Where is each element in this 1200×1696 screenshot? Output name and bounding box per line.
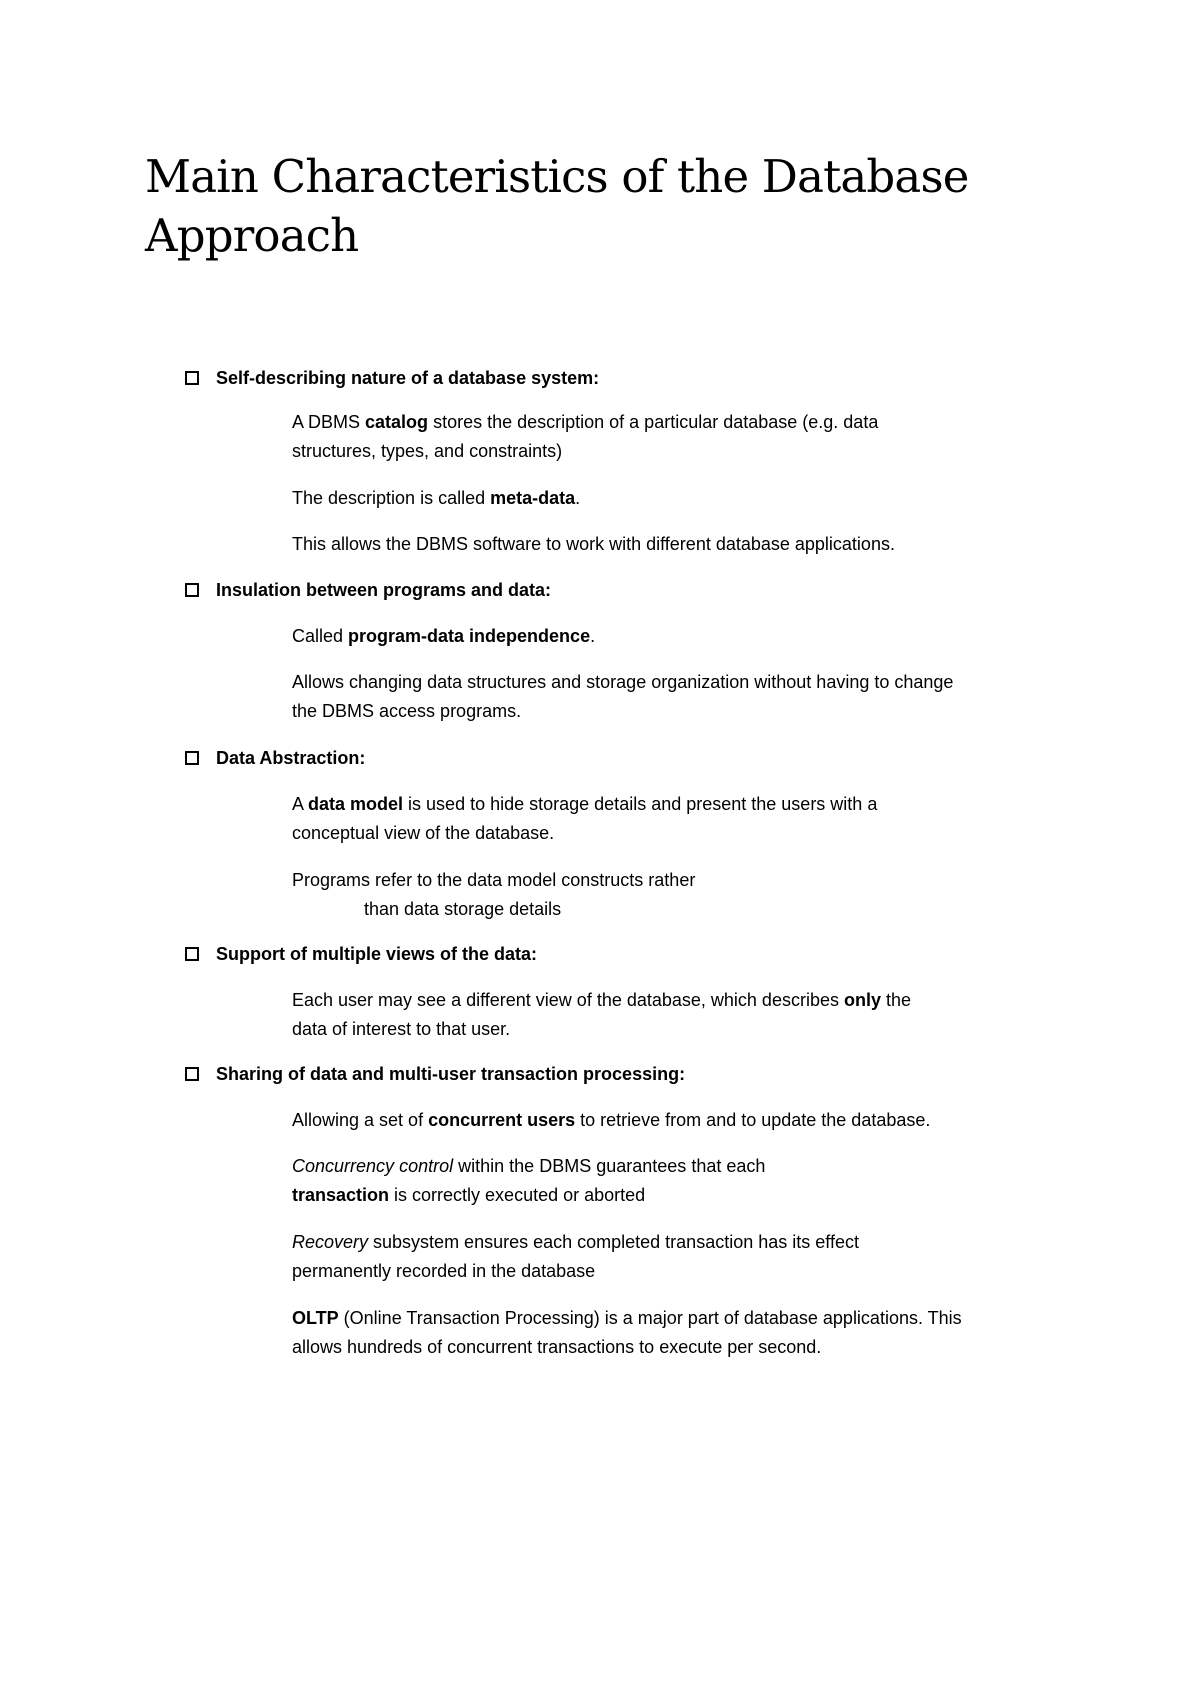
text-run: .: [575, 488, 581, 508]
section-heading: [185, 746, 365, 770]
paragraph: [292, 530, 1044, 559]
paragraph: [292, 484, 1044, 513]
paragraph: [292, 668, 1044, 726]
paragraph: [292, 408, 1044, 466]
paragraph-line: [292, 1304, 1044, 1333]
paragraph-line: the DBMS access programs.: [292, 701, 522, 721]
bold-term: concurrent users: [428, 1110, 576, 1130]
paragraph-line: conceptual view of the database.: [292, 823, 555, 843]
section-heading-text: Insulation between programs and data:: [216, 580, 552, 600]
text-run: .: [590, 626, 596, 646]
paragraph-line: structures, types, and constraints): [292, 441, 563, 461]
bold-term: transaction: [292, 1185, 390, 1205]
word: rather: [648, 870, 696, 890]
paragraph: [292, 986, 1044, 1044]
text-run: Each user may see a different view of the database, which describes: [292, 990, 844, 1010]
section-heading-text: Self-describing nature of a database system:: [216, 368, 600, 388]
section-heading: [185, 1062, 685, 1086]
italic-term: Recovery: [292, 1232, 369, 1252]
word: to: [417, 870, 433, 890]
section-heading-text: Sharing of data and multi-user transaction processing:: [216, 1064, 686, 1084]
paragraph-line: [292, 986, 1044, 1015]
text-run: This allows the DBMS software to work with different database applications.: [292, 534, 895, 554]
section-heading: [185, 578, 551, 602]
paragraph-line: allows hundreds of concurrent transactions to execute per second.: [292, 1337, 822, 1357]
paragraph-line: data of interest to that user.: [292, 1019, 511, 1039]
paragraph-line: Allows changing data structures and storage organization without having to change: [292, 672, 954, 692]
text-run: Called: [292, 626, 349, 646]
paragraph: [292, 1304, 1044, 1362]
text-run: stores the description of a particular database (e.g. data: [428, 412, 879, 432]
checkbox-bullet-icon: [185, 1067, 199, 1081]
paragraph: [292, 622, 1044, 651]
checkbox-bullet-icon: [185, 583, 199, 597]
text-run: to retrieve from and to update the database.: [575, 1110, 931, 1130]
page-title: [145, 147, 1045, 265]
paragraph-line: [292, 1228, 1044, 1257]
bold-term: meta-data: [490, 488, 576, 508]
word: that: [691, 1156, 722, 1176]
justified-line: [292, 866, 1004, 895]
paragraph-line: [292, 1181, 1044, 1210]
paragraph: [292, 1228, 1044, 1286]
justified-line: [292, 1152, 992, 1181]
word: Programs: [292, 870, 371, 890]
paragraph-line: [292, 790, 1044, 819]
word: DBMS: [539, 1156, 592, 1176]
word: each: [726, 1156, 766, 1176]
bold-term: data model: [308, 794, 404, 814]
checkbox-bullet-icon: [185, 751, 199, 765]
paragraph: [292, 866, 1044, 924]
word: refer: [375, 870, 413, 890]
text-run: The description is called: [292, 488, 491, 508]
paragraph: [292, 1152, 1044, 1210]
bold-term: program-data independence: [348, 626, 591, 646]
bold-term: OLTP: [292, 1308, 339, 1328]
word: within: [458, 1156, 505, 1176]
title-line-2: Approach: [145, 209, 359, 262]
checkbox-bullet-icon: [185, 947, 199, 961]
title-line-1: Main Characteristics of the Database: [145, 150, 969, 203]
paragraph-line: than data storage details: [364, 899, 562, 919]
text-run: is correctly executed or aborted: [389, 1185, 646, 1205]
paragraph: [292, 1106, 1044, 1135]
text-run: subsystem ensures each completed transaction has its effect: [368, 1232, 859, 1252]
italic-term: control: [399, 1156, 454, 1176]
italic-term: Concurrency: [292, 1156, 395, 1176]
word: the: [437, 870, 463, 890]
word: data: [467, 870, 503, 890]
word: model constructs: [507, 870, 644, 890]
text-run: A: [292, 794, 309, 814]
section-heading: [185, 366, 599, 390]
word: guarantees: [596, 1156, 687, 1176]
text-run: is used to hide storage details and present the users with a: [403, 794, 878, 814]
section-heading-text: Data Abstraction:: [216, 748, 366, 768]
text-run: (Online Transaction Processing) is a major part of database applications. This: [338, 1308, 962, 1328]
section-heading: [185, 942, 537, 966]
paragraph-line: permanently recorded in the database: [292, 1261, 596, 1281]
paragraph: [292, 790, 1044, 848]
text-run: A DBMS: [292, 412, 366, 432]
bold-term: catalog: [365, 412, 429, 432]
text-run: Allowing a set of: [292, 1110, 429, 1130]
paragraph-line: [292, 408, 1044, 437]
checkbox-bullet-icon: [185, 371, 199, 385]
bold-term: only: [843, 990, 881, 1010]
word: the: [509, 1156, 535, 1176]
section-heading-text: Support of multiple views of the data:: [216, 944, 538, 964]
text-run: the: [881, 990, 912, 1010]
